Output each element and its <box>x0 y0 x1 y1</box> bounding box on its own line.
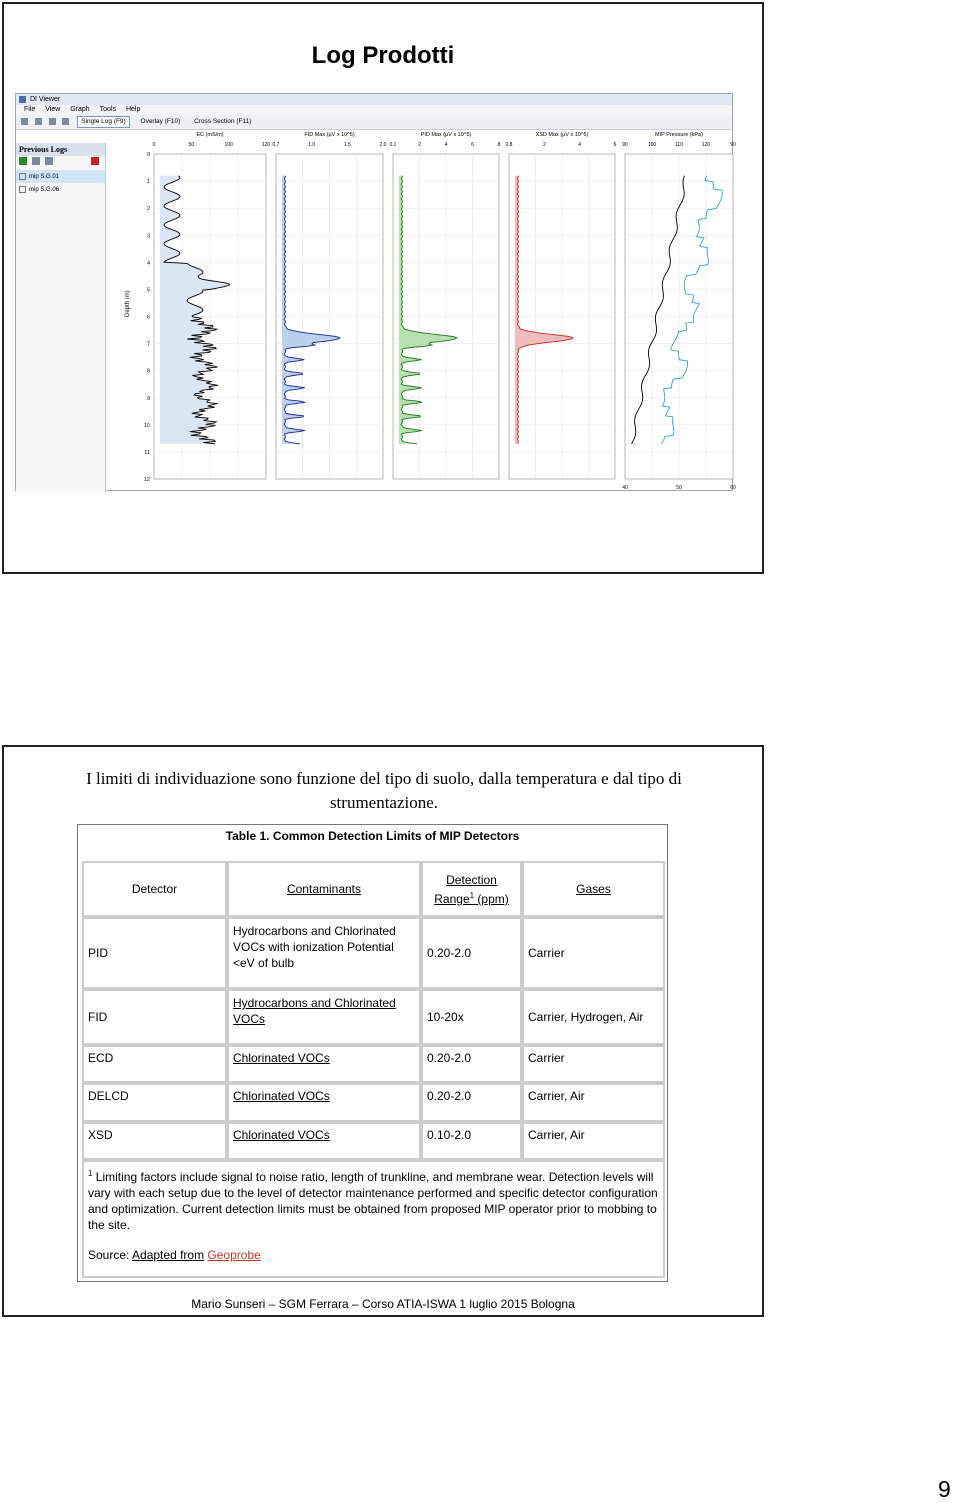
header-detection-range-label: Detection Range <box>434 872 497 906</box>
slide-detection-limits <box>2 745 764 1317</box>
cell-detector: ECD <box>82 1045 227 1083</box>
slide-log-prodotti <box>2 2 764 574</box>
cell-gases: Carrier <box>522 917 665 989</box>
cell-range: 0.20-2.0 <box>421 917 522 989</box>
source-text: Adapted from <box>132 1248 205 1262</box>
save-icon[interactable] <box>35 118 42 125</box>
log-item-label: mip S.G.01 <box>29 174 60 181</box>
track-tick-label: 90 <box>622 142 628 148</box>
tab-single-log[interactable]: Single Log (F9) <box>77 116 129 128</box>
cell-contaminants: Chlorinated VOCs <box>227 1083 421 1122</box>
header-detector: Detector <box>82 861 227 917</box>
header-gases: Gases <box>522 861 665 917</box>
log-item[interactable] <box>16 183 105 196</box>
table-footnote <box>82 1160 665 1278</box>
intro-text: I limiti di individuazione sono funzione del tipo di suolo, dalla temperatura e dal tipo di strumentazione. <box>86 769 682 812</box>
track-tick-label: 0.8 <box>505 142 513 148</box>
table-row <box>82 989 665 1045</box>
cell-contaminants: Chlorinated VOCs <box>227 1045 421 1083</box>
footnote-mark: 1 <box>88 1169 93 1178</box>
track-tick-label: 6 <box>613 142 617 148</box>
header-detection-range <box>421 861 522 917</box>
depth-tick-label: 5 <box>146 287 150 294</box>
slide-footer: Mario Sunseri – SGM Ferrara – Corso ATIA-ISWA 1 luglio 2015 Bologna <box>191 1297 575 1311</box>
cell-contaminants: Hydrocarbons and Chlorinated VOCs <box>227 989 421 1045</box>
cell-contaminants: Hydrocarbons and Chlorinated VOCs with ionization Potential <eV of bulb <box>227 917 421 989</box>
track-tick-label: 120 <box>701 142 711 148</box>
cell-range: 0.20-2.0 <box>421 1045 522 1083</box>
close-icon[interactable] <box>91 157 99 165</box>
depth-tick-label: 2 <box>146 206 150 213</box>
sidebar-toolbar <box>16 156 105 170</box>
previous-logs-title: Previous Logs <box>16 143 105 156</box>
menu-view[interactable]: View <box>45 106 61 113</box>
track-tick-label: 50 <box>676 485 682 491</box>
track-tick-label: 50 <box>188 142 195 148</box>
header-detection-range-unit: (ppm) <box>474 891 509 906</box>
detection-limits-table <box>77 824 668 1282</box>
track-tick-label: 100 <box>647 142 657 148</box>
menu-help[interactable]: Help <box>125 106 141 113</box>
header-detection-range-footnote: 1 <box>469 890 475 900</box>
previous-logs-panel <box>16 143 106 492</box>
track-tick-label: 1.5 <box>343 142 351 148</box>
track-title: FID Max (µV x 10^5) <box>304 132 355 138</box>
menu-graph[interactable]: Graph <box>70 106 90 113</box>
header-contaminants: Contaminants <box>227 861 421 917</box>
depth-tick-label: 10 <box>143 422 150 429</box>
cell-detector: XSD <box>82 1122 227 1160</box>
track-title: PID Max (µV x 10^5) <box>420 132 472 138</box>
cell-range: 0.10-2.0 <box>421 1122 522 1160</box>
table-row <box>82 1122 665 1160</box>
open-icon[interactable] <box>21 118 28 125</box>
track-tick-label: 6 <box>471 142 474 148</box>
cell-gases: Carrier, Air <box>522 1122 665 1160</box>
track-title: XSD Max (µV x 10^5) <box>535 132 589 138</box>
sort-icon[interactable] <box>45 157 53 165</box>
cell-range: 0.20-2.0 <box>421 1083 522 1122</box>
di-viewer-window <box>15 93 736 491</box>
depth-tick-label: 3 <box>146 233 150 240</box>
cell-contaminants: Chlorinated VOCs <box>227 1122 421 1160</box>
refresh-icon[interactable] <box>62 118 69 125</box>
source-label: Source: <box>88 1248 130 1262</box>
depth-tick-label: 12 <box>143 477 150 483</box>
log-checkbox[interactable] <box>19 173 26 180</box>
track-tick-label: 8 <box>497 142 501 148</box>
table-row <box>82 1045 665 1083</box>
depth-axis-label: Depth (m) <box>125 290 131 317</box>
table-row <box>82 917 665 989</box>
cell-gases: Carrier, Air <box>522 1083 665 1122</box>
cell-detector: PID <box>82 917 227 989</box>
cell-range: 10-20x <box>421 989 522 1045</box>
menu-bar <box>16 105 732 115</box>
cell-detector: DELCD <box>82 1083 227 1122</box>
depth-tick-label: 0 <box>146 152 150 158</box>
track-tick-label: 1.0 <box>308 142 316 148</box>
edit-log-icon[interactable] <box>32 157 40 165</box>
tab-overlay[interactable]: Overlay (F10) <box>140 118 181 125</box>
track-tick-label: 60 <box>730 485 736 491</box>
menu-file[interactable]: File <box>24 106 36 113</box>
depth-tick-label: 4 <box>146 260 150 267</box>
track-tick-label: 4 <box>578 142 582 148</box>
log-checkbox[interactable] <box>19 186 26 193</box>
slide-title: Log Prodotti <box>311 42 455 69</box>
table-caption: Table 1. Common Detection Limits of MIP Detectors <box>225 829 520 843</box>
depth-tick-label: 7 <box>146 341 150 348</box>
page-number: 9 <box>938 1476 951 1502</box>
cell-gases: Carrier <box>522 1045 665 1083</box>
table-header-row <box>82 861 665 917</box>
cell-detector: FID <box>82 989 227 1045</box>
print-icon[interactable] <box>49 118 56 125</box>
track-tick-label: 90 <box>730 142 736 148</box>
track-tick-label: 0.7 <box>272 142 280 148</box>
app-icon <box>19 96 26 103</box>
track-tick-label: 0.1 <box>389 142 397 148</box>
track-tick-label: 100 <box>224 142 233 148</box>
tab-cross-section[interactable]: Cross Section (F11) <box>194 118 252 125</box>
depth-tick-label: 6 <box>146 314 150 321</box>
table-source <box>88 1247 659 1263</box>
source-link[interactable]: Geoprobe <box>207 1248 261 1262</box>
track-tick-label: 2 <box>418 142 421 148</box>
log-chart <box>106 129 734 492</box>
menu-tools[interactable]: Tools <box>99 106 116 113</box>
depth-tick-label: 8 <box>146 368 150 375</box>
depth-tick-label: 9 <box>146 395 150 402</box>
track-tick-label: 110 <box>675 142 683 148</box>
track-tick-label: 2 <box>542 142 546 148</box>
track-tick-label: 40 <box>622 485 628 491</box>
depth-tick-label: 1 <box>146 179 150 186</box>
depth-tick-label: 11 <box>144 449 150 456</box>
add-log-icon[interactable] <box>19 157 27 165</box>
track-tick-label: 4 <box>444 142 448 148</box>
log-item-label: mip S.G.06 <box>29 187 60 194</box>
cell-gases: Carrier, Hydrogen, Air <box>522 989 665 1045</box>
track-tick-label: 0 <box>152 142 156 148</box>
track-tick-label: 120 <box>261 142 271 148</box>
log-plot-area <box>106 129 734 492</box>
toolbar <box>16 115 732 130</box>
table-row <box>82 1083 665 1122</box>
log-item[interactable] <box>16 170 105 183</box>
window-title: DI Viewer <box>29 96 61 103</box>
footnote-text: Limiting factors include signal to noise ratio, length of trunkline, and membrane wear. Detection levels will vary with each setup due to the level of detector maintenance performed and specific detector configuration and optimization. Current detection limits must be obtained from proposed MIP operator prior to mobbing to the site. <box>88 1170 658 1232</box>
track-tick-label: 2.0 <box>379 142 387 148</box>
track-title: EC (mS/m) <box>196 132 224 138</box>
track-title: MIP Pressure (kPa) <box>655 132 703 138</box>
app-titlebar <box>16 94 732 105</box>
